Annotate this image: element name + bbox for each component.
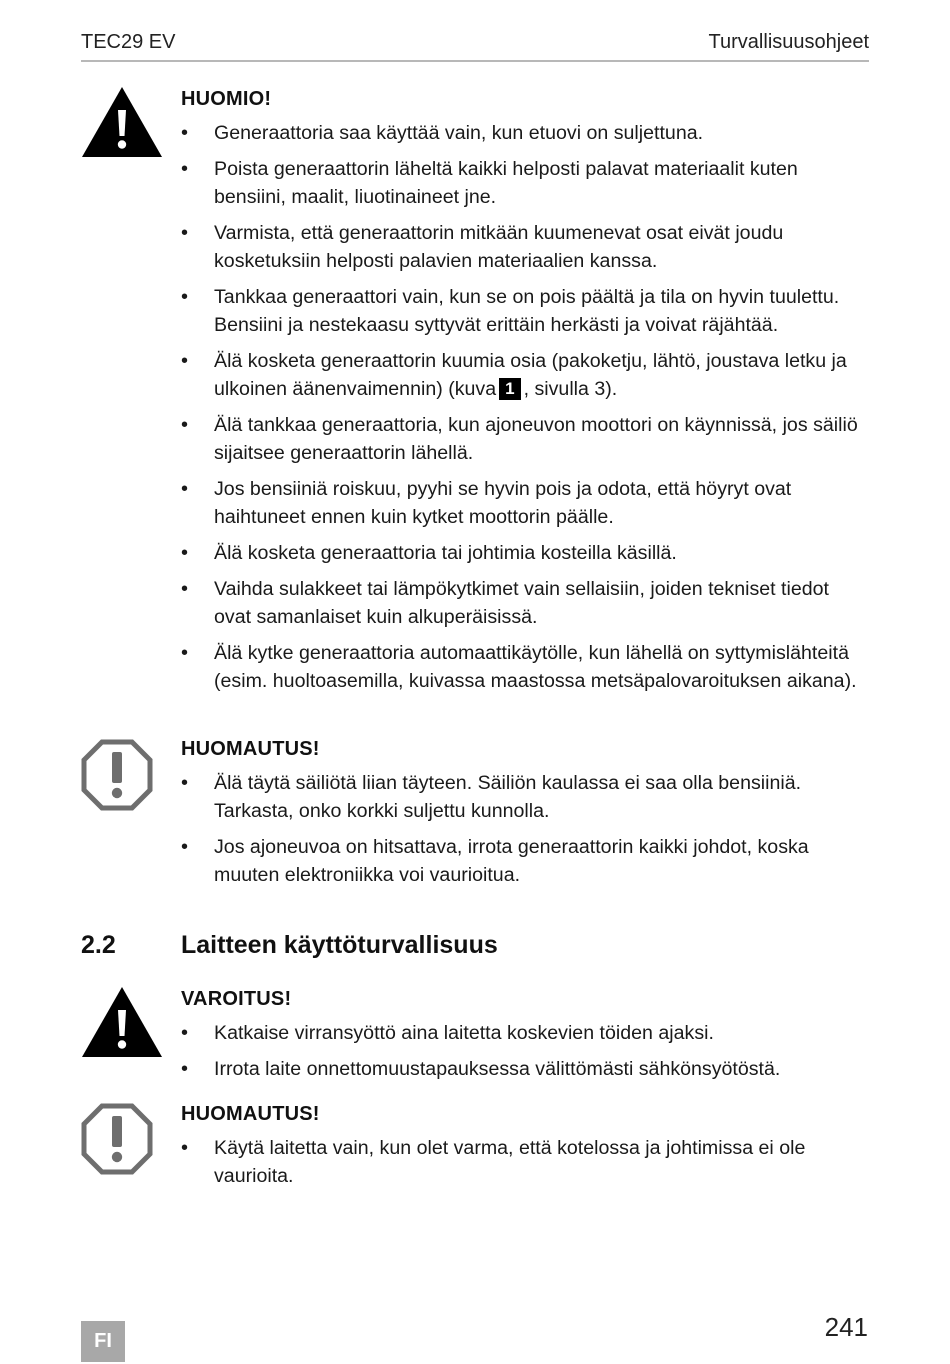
section-title: Laitteen käyttöturvallisuus [181,931,498,959]
notice-octagon-icon [81,1103,153,1180]
list-item [181,347,871,403]
page-number: 241 [824,1312,868,1342]
bullet-list [181,769,871,889]
bullet-list [181,1134,871,1190]
block-heading: VAROITUS! [181,988,292,1010]
section-heading [81,931,869,967]
warning-triangle-icon [81,86,163,163]
list-item: • Jos ajoneuvoa on hitsattava, irrota generaattorin kaikki johdot, koska muuten elektroniikka voi vaurioitua. [181,833,871,889]
notice-octagon-icon [81,739,153,816]
list-item: • Irrota laite onnettomuustapauksessa välittömästi sähkönsyötöstä. [181,1055,871,1083]
list-item: • Älä tankkaa generaattoria, kun ajoneuvon moottori on käynnissä, jos säiliö sijaitsee generaattorin lähellä. [181,411,871,467]
list-item: • Katkaise virransyöttö aina laitetta koskevien töiden ajaksi. [181,1019,871,1047]
block-heading: HUOMAUTUS! [181,1103,320,1125]
bullet-list [181,119,871,695]
list-item-text: , sivulla 3). [523,378,618,400]
caution-block [181,83,871,703]
list-item: • Generaattoria saa käyttää vain, kun etuovi on suljettuna. [181,119,871,147]
list-item: • Vaihda sulakkeet tai lämpökytkimet vain sellaisiin, joiden tekniset tiedot ovat samanlaiset kuin alkuperäisissä. [181,575,871,631]
list-item: • Poista generaattorin läheltä kaikki helposti palavat materiaalit kuten bensiini, maalit, liuotinaineet jne. [181,155,871,211]
list-item-text: Älä kosketa generaattorin kuumia osia (pakoketju, lähtö, joustava letku ja ulkoinen äänenvaimennin) (kuva [214,350,847,400]
bullet-list [181,1019,871,1083]
notice-block [181,1098,871,1198]
header-product-name: TEC29 EV [81,31,176,53]
language-badge: FI [81,1321,125,1362]
warning-triangle-icon [81,986,163,1063]
warning-block [181,983,871,1091]
list-item: • Älä täytä säiliötä liian täyteen. Säiliön kaulassa ei saa olla bensiiniä. Tarkasta, onko korkki suljettu kunnolla. [181,769,871,825]
block-heading: HUOMIO! [181,88,272,110]
list-item: • Älä kytke generaattoria automaattikäytölle, kun lähellä on syttymislähteitä (esim. huoltoasemilla, kuivassa maastossa metsäpalovaroituksen aikana). [181,639,871,695]
section-number: 2.2 [81,931,116,959]
header-chapter-title: Turvallisuusohjeet [708,31,869,53]
list-item: • Jos bensiiniä roiskuu, pyyhi se hyvin pois ja odota, että höyryt ovat haihtuneet ennen kuin kytket moottorin päälle. [181,475,871,531]
figure-reference: 1 [499,378,520,400]
list-item: • Varmista, että generaattorin mitkään kuumenevat osat eivät joudu kosketuksiin helposti palavien materiaalien kanssa. [181,219,871,275]
list-item: • Älä kosketa generaattoria tai johtimia kosteilla käsillä. [181,539,871,567]
page-header [81,28,869,62]
list-item: • Tankkaa generaattori vain, kun se on pois päältä ja tila on hyvin tuulettu. Bensiini ja nestekaasu syttyvät erittäin herkästi ja voivat räjähtää. [181,283,871,339]
block-heading: HUOMAUTUS! [181,738,320,760]
list-item: • Käytä laitetta vain, kun olet varma, että kotelossa ja johtimissa ei ole vaurioita. [181,1134,871,1190]
notice-block [181,733,871,897]
